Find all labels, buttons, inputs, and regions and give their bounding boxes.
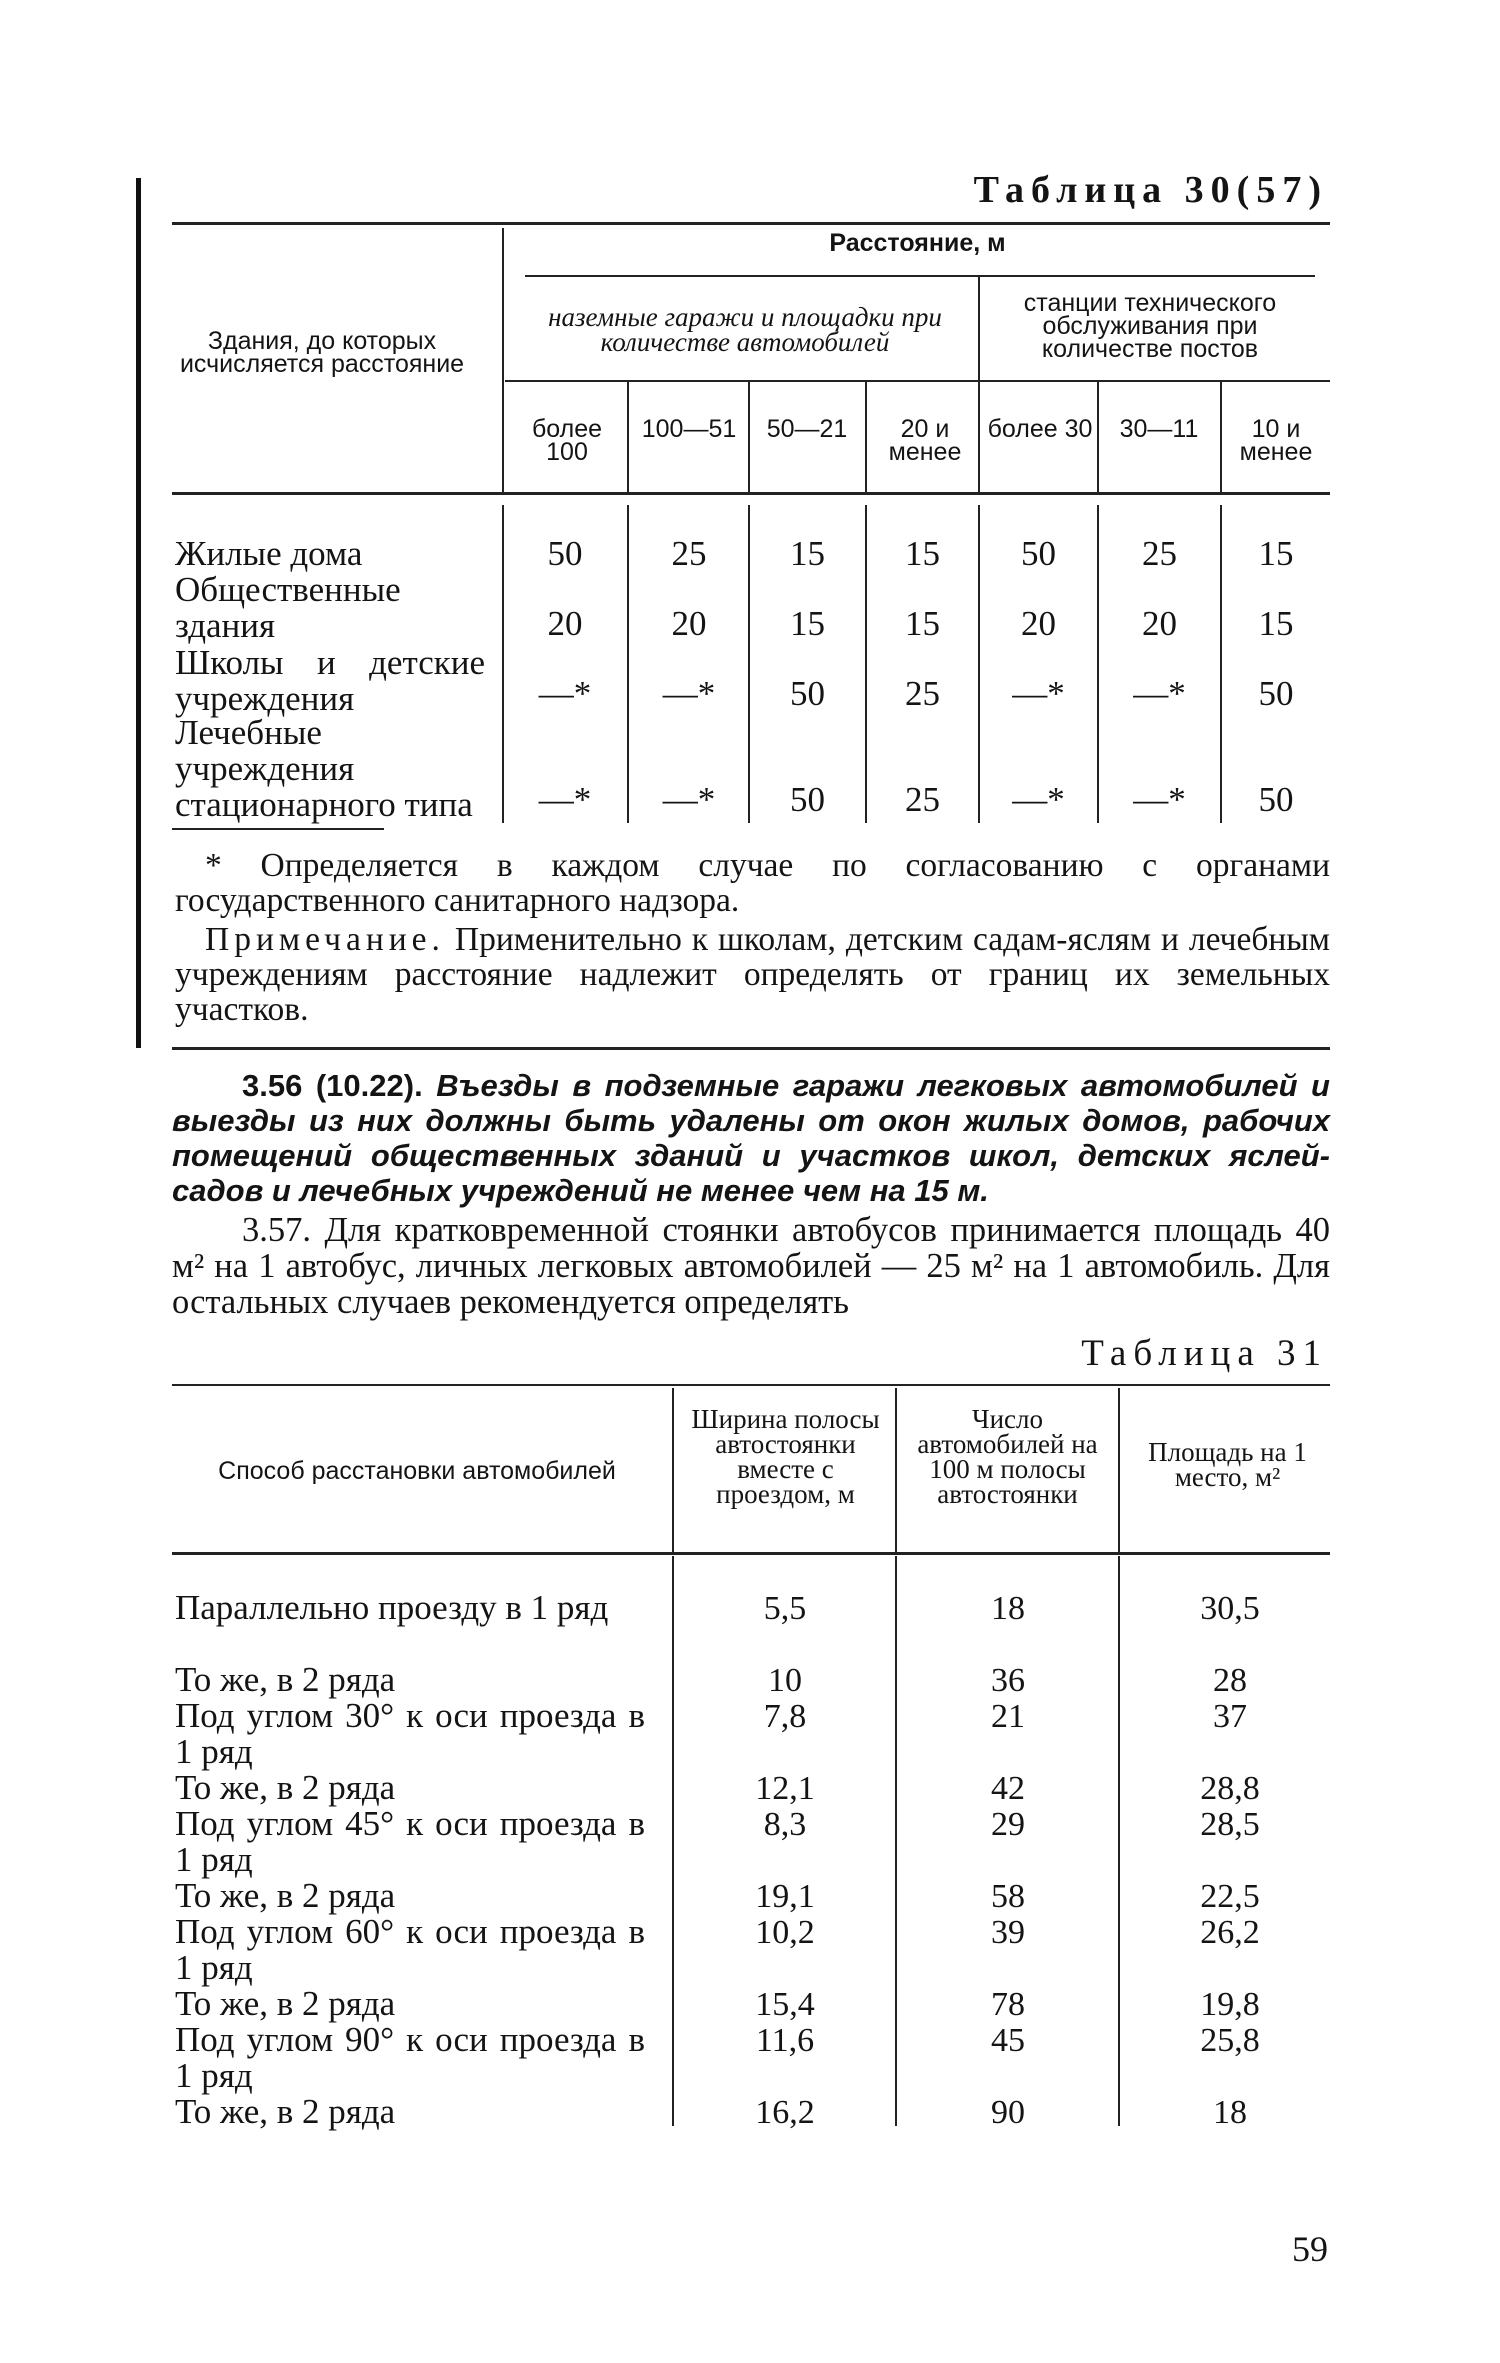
t31-r2-c3: 28	[1213, 1662, 1247, 1699]
t30-r4-c2: —*	[662, 780, 716, 819]
t1-hv-5	[1097, 382, 1099, 492]
t30-r4-c4: 25	[905, 780, 940, 819]
sub-header-2: 100—51	[641, 415, 737, 443]
t30-r2-c5: 20	[1021, 604, 1056, 643]
section-divider	[172, 1047, 1330, 1050]
sub-header-1: более 100	[531, 415, 603, 466]
t30-r3-c6: —*	[1133, 674, 1186, 713]
t31-r3-c3: 37	[1213, 1698, 1247, 1735]
t30-r3-c1: —*	[538, 674, 592, 713]
para-356-number: 3.56 (10.22).	[242, 1068, 423, 1103]
t1-bv-0	[502, 505, 504, 823]
table30-row-label: Лечебные учреждения стационарного типа	[175, 713, 473, 824]
t30-r1-c7: 15	[1258, 534, 1294, 573]
paragraph-3-56	[172, 1068, 1330, 1208]
t31-row-label: Под углом 45° к оси проезда в 1 ряд	[175, 1804, 645, 1879]
t1-hv-4	[865, 382, 867, 492]
sub-header-3: 50—21	[766, 415, 848, 443]
t31-r8-c2: 78	[991, 1986, 1025, 2023]
table30-row-label: Жилые дома	[175, 534, 363, 573]
table30-top-rule	[172, 222, 1330, 225]
t31-r6-c2: 58	[991, 1878, 1025, 1915]
t1-hv-6	[1220, 382, 1222, 492]
table30-caption: Таблица 30(57)	[973, 169, 1328, 211]
table30-header-rule	[172, 492, 1330, 495]
t31-row-label: То же, в 2 ряда	[175, 1876, 396, 1915]
t30-r1-c3: 15	[790, 534, 825, 573]
t31-r8-c3: 19,8	[1200, 1986, 1260, 2023]
t31-r4-c1: 12,1	[755, 1770, 815, 1807]
t31-r8-c1: 15,4	[755, 1986, 815, 2023]
sub-header-7: 10 и менее	[1239, 415, 1313, 466]
t1-hv-3	[748, 382, 750, 492]
t2-bv-1	[895, 1556, 897, 2126]
sub-header-6: 30—11	[1119, 415, 1199, 443]
t31-r3-c1: 7,8	[763, 1698, 807, 1735]
t30-r1-c2: 25	[671, 534, 707, 573]
table30-group1-header: наземные гаражи и площадки при количестве автомобилей	[548, 302, 942, 357]
t31-r10-c2: 90	[991, 2094, 1025, 2131]
t31-r9-c2: 45	[991, 2022, 1025, 2059]
t1-hv-0	[502, 228, 504, 493]
t30-r3-c7: 50	[1258, 674, 1294, 713]
table30-group2-header: станции технического обслуживания при количестве постов	[1023, 289, 1277, 363]
t31-r2-c2: 36	[991, 1662, 1025, 1699]
t31-row-label: Под углом 90° к оси проезда в 1 ряд	[175, 2020, 645, 2095]
t30-r1-c6: 25	[1142, 534, 1177, 573]
table31-method-header: Способ расстановки автомобилей	[218, 1457, 616, 1485]
t2-hv-0	[672, 1388, 674, 1552]
t30-r4-c7: 50	[1258, 780, 1294, 819]
t30-r2-c3: 15	[790, 604, 825, 643]
page-number: 59	[1292, 2229, 1328, 2269]
t31-row-label: То же, в 2 ряда	[175, 1984, 396, 2023]
t30-r3-c5: —*	[1012, 674, 1065, 713]
table30-distance-header	[505, 229, 1330, 257]
table31-width-header: Ширина полосы автостоянки вместе с проездом, м	[691, 1404, 880, 1509]
para-356-text: Въезды в подземные гаражи легковых автомобилей и выезды из них должны быть удалены от окон жилых домов, рабочих помещений общественных зданий и участков школ, детских яслей-садов и лечебных учреждений не менее чем на 15 м.	[172, 1068, 1330, 1208]
t31-r7-c1: 10,2	[755, 1914, 815, 1951]
t31-r10-c3: 18	[1213, 2094, 1247, 2131]
t30-r3-c4: 25	[905, 674, 940, 713]
sub-header-4: 20 и менее	[888, 415, 962, 466]
table31-area-header: Площадь на 1 место, м²	[1148, 1437, 1307, 1492]
t1-hv-1	[978, 276, 980, 492]
t31-r7-c3: 26,2	[1200, 1914, 1260, 1951]
distance-label: Расстояние, м	[829, 229, 1006, 257]
table30-building-header: Здания, до которых исчисляется расстояние	[179, 327, 465, 378]
table31-count-header: Число автомобилей на 100 м полосы автостоянки	[917, 1404, 1098, 1509]
t2-bv-0	[672, 1556, 674, 2126]
t31-r6-c3: 22,5	[1200, 1878, 1260, 1915]
t31-r4-c3: 28,8	[1200, 1770, 1260, 1807]
t2-hv-2	[1118, 1388, 1120, 1552]
t30-r2-c6: 20	[1142, 604, 1177, 643]
paragraph-3-57: 3.57. Для кратковременной стоянки автобусов принимается площадь 40 м² на 1 автобус, личных легковых автомобилей — 25 м² на 1 автомобиль. Для остальных случаев рекомендуется определять	[172, 1211, 1330, 1321]
t30-r2-c1: 20	[547, 604, 583, 643]
t31-r5-c3: 28,5	[1200, 1806, 1260, 1843]
t31-r9-c3: 25,8	[1200, 2022, 1260, 2059]
note-text: Применительно к школам, детским садам-яслям и лечебным учреждениям расстояние надлежит определять от границ их земельных участков.	[175, 921, 1330, 1028]
table30-footnote: * Определяется в каждом случае по согласованию с органами государственного санитарного надзора.	[175, 847, 1330, 919]
t30-r4-c6: —*	[1133, 780, 1186, 819]
t31-r4-c2: 42	[991, 1770, 1025, 1807]
t31-r7-c2: 39	[991, 1914, 1025, 1951]
t31-row-label: Параллельно проезду в 1 ряд	[175, 1588, 609, 1627]
t30-r3-c3: 50	[790, 674, 825, 713]
t31-r10-c1: 16,2	[755, 2094, 815, 2131]
t30-r2-c2: 20	[671, 604, 707, 643]
t1-bv-1	[627, 505, 629, 823]
t30-r1-c1: 50	[547, 534, 583, 573]
t31-row-label: То же, в 2 ряда	[175, 2092, 396, 2131]
note-label: Примечание.	[205, 921, 445, 958]
margin-bar	[136, 178, 141, 1048]
t30-r2-c4: 15	[905, 604, 940, 643]
t31-row-label: То же, в 2 ряда	[175, 1660, 396, 1699]
table30-row-label: Школы и детские учреждения	[175, 643, 485, 718]
t31-r9-c1: 11,6	[755, 2022, 815, 2059]
t31-r1-c1: 5,5	[763, 1590, 807, 1627]
t30-r4-c3: 50	[790, 780, 825, 819]
t31-r6-c1: 19,1	[755, 1878, 815, 1915]
table31-top-rule	[172, 1384, 1330, 1386]
t30-r2-c7: 15	[1258, 604, 1294, 643]
t30-r3-c2: —*	[662, 674, 716, 713]
t31-r3-c2: 21	[991, 1698, 1025, 1735]
t31-row-label: То же, в 2 ряда	[175, 1768, 396, 1807]
t1-hv-2	[627, 382, 629, 492]
table30-bottom-short-rule	[172, 828, 384, 830]
table30-distance-rule	[525, 275, 1315, 277]
t31-r5-c1: 8,3	[763, 1806, 807, 1843]
t31-r2-c1: 10	[768, 1662, 802, 1699]
t30-r1-c5: 50	[1021, 534, 1056, 573]
t2-hv-1	[895, 1388, 897, 1552]
t31-r1-c3: 30,5	[1200, 1590, 1260, 1627]
table31-header-rule	[172, 1552, 1330, 1555]
t31-row-label: Под углом 60° к оси проезда в 1 ряд	[175, 1912, 645, 1987]
t31-r5-c2: 29	[991, 1806, 1025, 1843]
table31-caption: Таблица 31	[1081, 1333, 1328, 1374]
table30-note	[175, 922, 1330, 1027]
t30-r1-c4: 15	[905, 534, 940, 573]
t30-r4-c5: —*	[1012, 780, 1065, 819]
t31-r1-c2: 18	[991, 1590, 1025, 1627]
table30-row-label: Общественные здания	[175, 570, 401, 645]
sub-header-5: более 30	[987, 415, 1093, 443]
t31-row-label: Под углом 30° к оси проезда в 1 ряд	[175, 1696, 645, 1771]
t30-r4-c1: —*	[538, 780, 592, 819]
